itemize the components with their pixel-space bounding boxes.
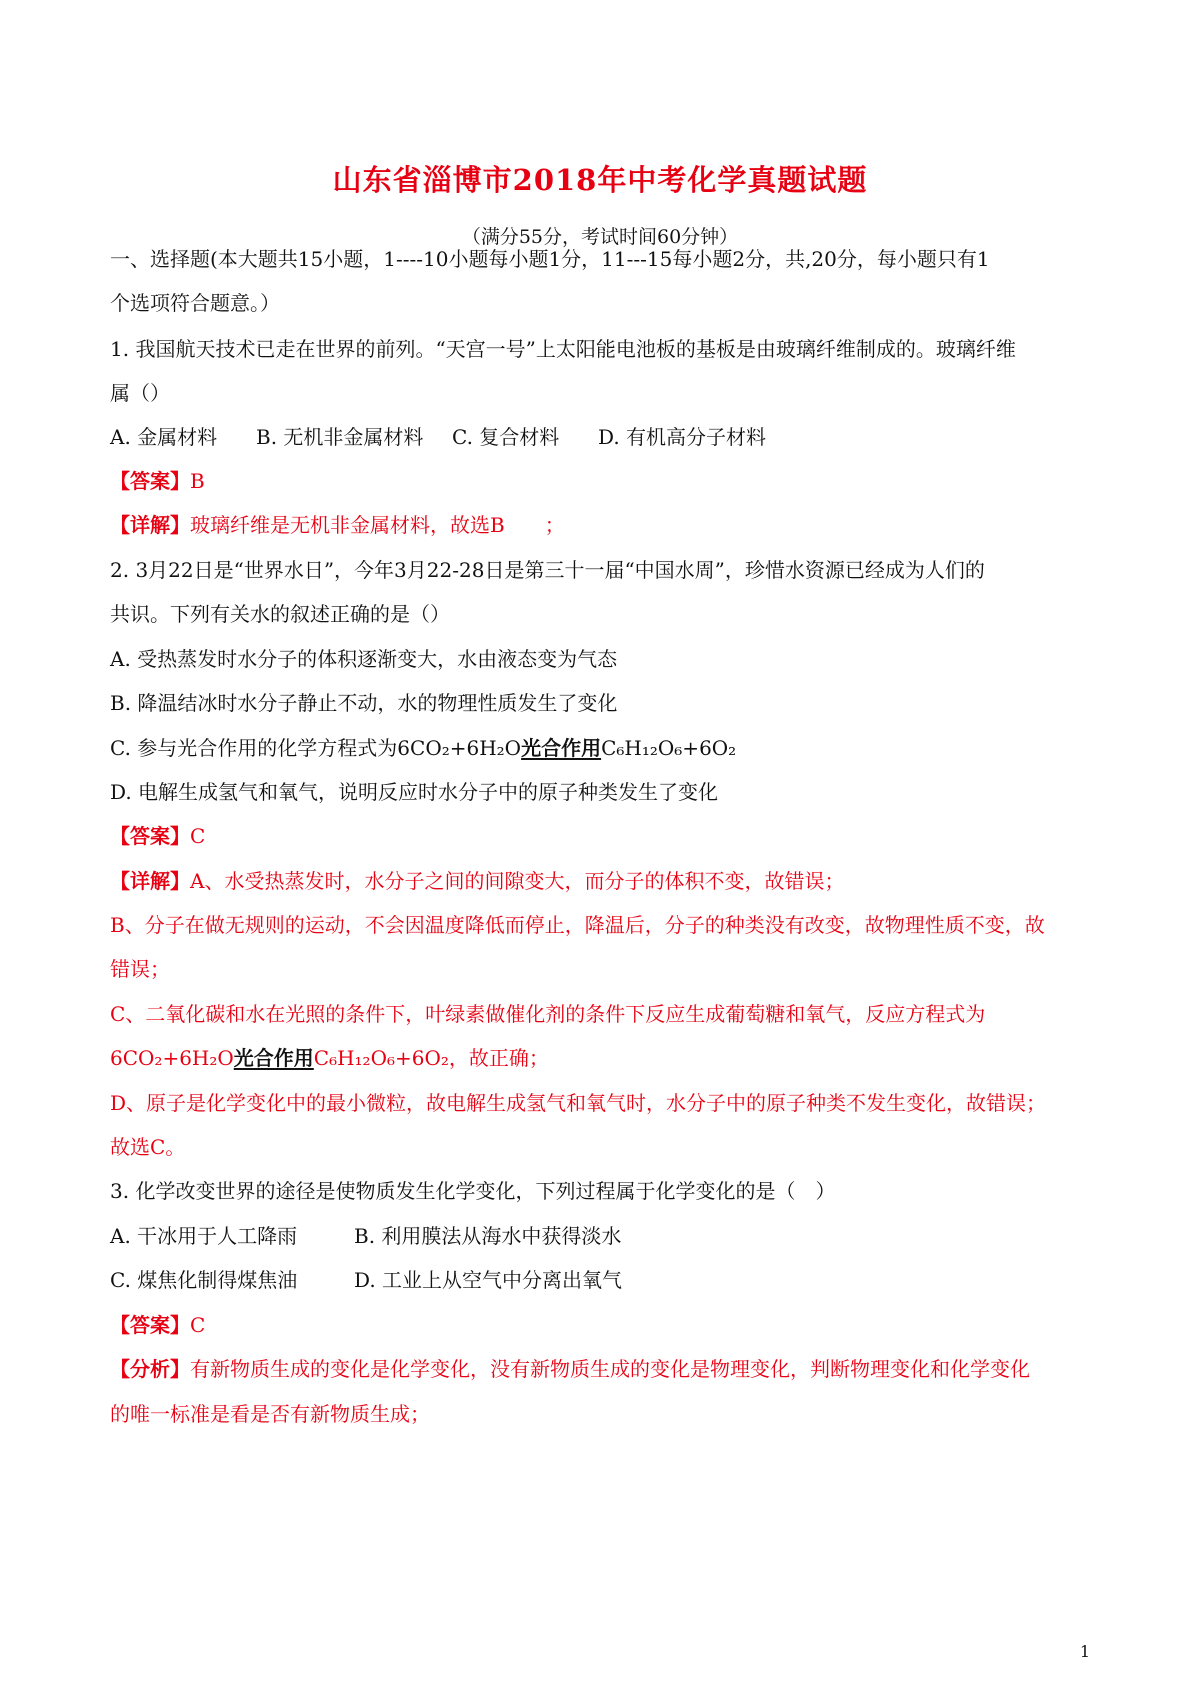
exam-info: （满分55分，考试时间60分钟） <box>461 226 739 248</box>
q1-answer <box>110 468 205 494</box>
q3-option-b: B. 利用膜法从海水中获得淡水 <box>354 1224 622 1248</box>
q1-option-c: C. 复合材料 <box>452 425 560 449</box>
page-number: 1 <box>1079 1642 1090 1661</box>
q2-answer-value: C <box>190 824 206 848</box>
analysis-tag: 【分析】 <box>110 1357 190 1381</box>
q3-option-c: C. 煤焦化制得煤焦油 <box>110 1268 298 1292</box>
q2-option-d: D. 电解生成氢气和氧气，说明反应时水分子中的原子种类发生了变化 <box>110 780 719 804</box>
section-heading-line2: 个选项符合题意。） <box>110 291 280 315</box>
q2-option-b: B. 降温结冰时水分子静止不动，水的物理性质发生了变化 <box>110 691 618 715</box>
q3-analysis-line2: 的唯一标准是看是否有新物质生成； <box>110 1402 430 1426</box>
page-title: 山东省淄博市2018年中考化学真题试题 <box>332 163 868 197</box>
q3-stem: 3. 化学改变世界的途径是使物质发生化学变化，下列过程属于化学变化的是（ ） <box>110 1179 836 1203</box>
q3-option-d: D. 工业上从空气中分离出氧气 <box>354 1268 623 1292</box>
q2-detail-c-line1: C、二氧化碳和水在光照的条件下，叶绿素做催化剂的条件下反应生成葡萄糖和氧气，反应方程式为 <box>110 1002 986 1026</box>
q1-answer-value: B <box>190 469 205 493</box>
q2-detail-c-line2 <box>110 1045 549 1071</box>
q1-option-a: A. 金属材料 <box>110 425 218 449</box>
q1-stem-line2: 属（） <box>110 381 170 405</box>
q2-detail-d-line1: D、原子是化学变化中的最小微粒，故电解生成氢气和氧气时，水分子中的原子种类不发生变化，故错误； <box>110 1091 1047 1115</box>
q3-options-row2 <box>110 1267 622 1293</box>
section-heading-line1: 一、选择题(本大题共15小题，1----10小题每小题1分，11---15每小题2分，共,20分，每小题只有1 <box>110 247 990 271</box>
q2-option-c-products: C₆H₁₂O₆+6O₂ <box>601 736 737 760</box>
q1-detail <box>110 512 565 538</box>
q2-detail-c-reactants: 6CO₂+6H₂O <box>110 1046 234 1070</box>
answer-tag: 【答案】 <box>110 1313 190 1337</box>
q2-option-c <box>110 735 736 761</box>
reaction-condition-label: 光合作用 <box>521 736 602 760</box>
detail-tag: 【详解】 <box>110 869 190 893</box>
q3-analysis-line1 <box>110 1356 1030 1382</box>
q2-detail-a <box>110 868 844 894</box>
q1-option-b: B. 无机非金属材料 <box>256 425 424 449</box>
q2-detail-d-line2: 故选C。 <box>110 1135 186 1159</box>
q2-detail-a-text: A、水受热蒸发时，水分子之间的间隙变大，而分子的体积不变，故错误； <box>190 869 845 893</box>
q2-detail-c-products: C₆H₁₂O₆+6O₂，故正确； <box>313 1046 549 1070</box>
q2-detail-b-line2: 错误； <box>110 957 170 981</box>
q3-answer-value: C <box>190 1313 206 1337</box>
q1-option-d: D. 有机高分子材料 <box>598 425 767 449</box>
q1-stem-line1: 1. 我国航天技术已走在世界的前列。“天宫一号”上太阳能电池板的基板是由玻璃纤维制成的。玻璃纤维 <box>110 337 1016 361</box>
q2-answer <box>110 823 205 849</box>
q3-analysis-text: 有新物质生成的变化是化学变化，没有新物质生成的变化是物理变化，判断物理变化和化学变化 <box>190 1357 1030 1381</box>
q3-answer <box>110 1312 205 1338</box>
reaction-condition-label: 光合作用 <box>233 1046 314 1070</box>
q2-option-a: A. 受热蒸发时水分子的体积逐渐变大，水由液态变为气态 <box>110 647 618 671</box>
q1-detail-text: 玻璃纤维是无机非金属材料，故选B ； <box>190 513 565 537</box>
q3-option-a: A. 干冰用于人工降雨 <box>110 1224 298 1248</box>
q2-stem-line1: 2. 3月22日是“世界水日”，今年3月22-28日是第三十一届“中国水周”，珍惜水资源已经成为人们的 <box>110 558 985 582</box>
detail-tag: 【详解】 <box>110 513 190 537</box>
q2-stem-line2: 共识。下列有关水的叙述正确的是（） <box>110 602 450 626</box>
answer-tag: 【答案】 <box>110 824 190 848</box>
answer-tag: 【答案】 <box>110 469 190 493</box>
q3-options-row1 <box>110 1223 621 1249</box>
q2-detail-b-line1: B、分子在做无规则的运动，不会因温度降低而停止，降温后，分子的种类没有改变，故物理性质不变，故 <box>110 913 1045 937</box>
q1-options <box>110 424 766 450</box>
q2-option-c-text: C. 参与光合作用的化学方程式为6CO₂+6H₂O <box>110 736 522 760</box>
